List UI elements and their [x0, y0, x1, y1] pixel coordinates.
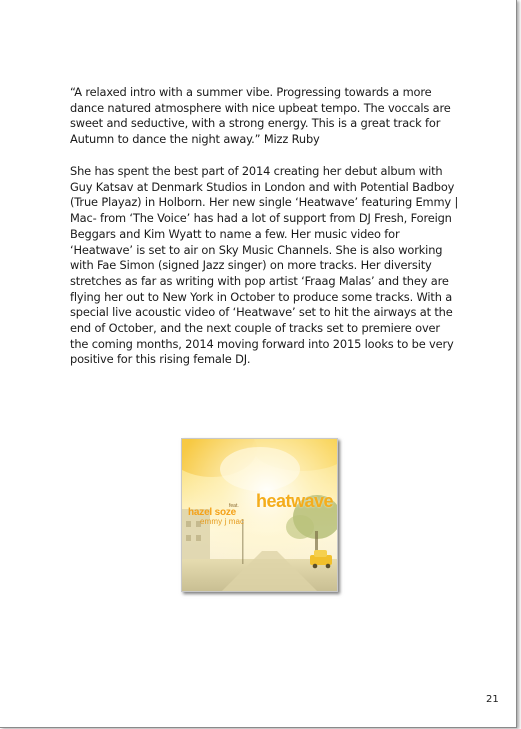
- album-title: heatwave: [255, 491, 333, 511]
- album-feat-label: feat.: [229, 503, 239, 509]
- album-featured-artist: emmy j mac: [200, 517, 245, 526]
- review-quote-text: “A relaxed intro with a summer vibe. Progressing towards a more dance natured atmosphere with nice upbeat tempo. The voccals are sweet and seductive, with a strong energy. This is a great track for Autumn to dance the night away.” Mizz Ruby: [70, 85, 451, 147]
- review-quote: [70, 85, 460, 148]
- page-number: 21: [486, 694, 499, 705]
- album-cover-image: [181, 438, 338, 592]
- album-artist: hazel soze: [188, 507, 237, 518]
- artist-bio-text: She has spent the best part of 2014 creating her debut album with Guy Katsav at Denmark Studios in London and with Potential Badboy (True Playaz) in Holborn. Her new single ‘Heatwave’ featuring Emmy | Mac- from ‘The Voice’ has had a lot of support from DJ Fresh, Foreign Beggars and Kim Wyatt to name a few. Her music video for ‘Heatwave’ is set to air on Sky Music Channels. She is also working with Fae Simon (signed Jazz singer) on more tracks. Her diversity stretches as far as writing with pop artist ‘Fraag Malas’ and they are flying her out to New York in October to produce some tracks. With a special live acoustic video of ‘Heatwave’ set to hit the airways at the end of October, and the next couple of tracks set to premiere over the coming months, 2014 moving forward into 2015 looks to be very positive for this rising female DJ.: [70, 164, 459, 367]
- artist-bio: [70, 164, 460, 368]
